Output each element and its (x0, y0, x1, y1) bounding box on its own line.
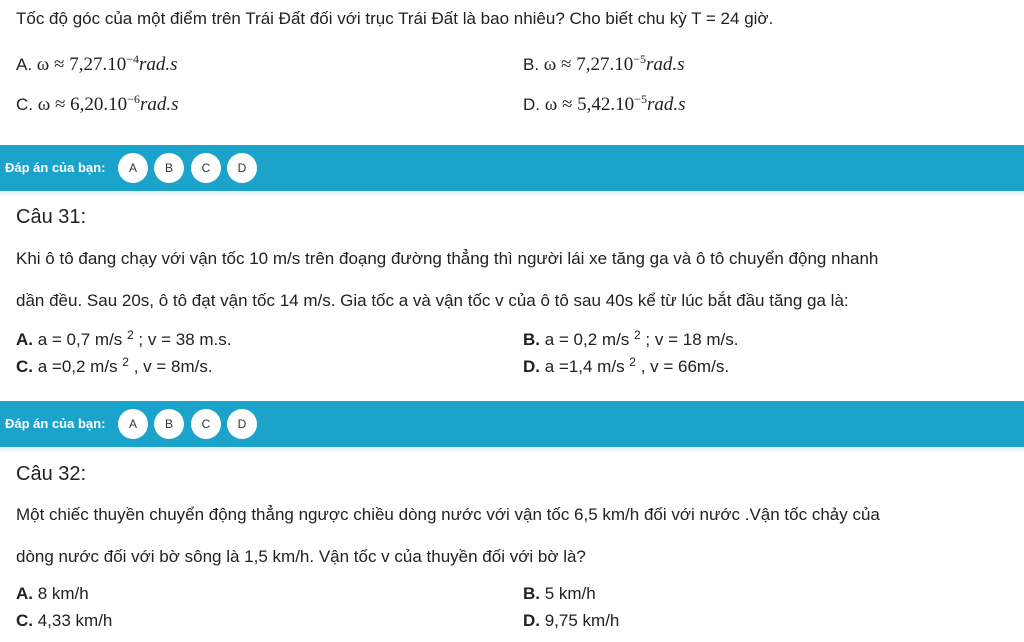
question-31-line-1: Khi ô tô đang chạy với vận tốc 10 m/s trên đoạng đường thẳng thì người lái xe tăng ga và ô tô chuyển động nhanh (16, 249, 879, 268)
divider (0, 447, 1024, 451)
q32-option-c: C. 4,33 km/h (16, 611, 113, 630)
answer-choice-b[interactable]: B (154, 153, 184, 183)
q31-option-b: B. a = 0,2 m/s $^2$ ; v = 18 m/s. (523, 328, 739, 349)
answer-choice-d[interactable]: D (227, 153, 257, 183)
answer-bar-30 (0, 145, 1024, 191)
answer-choice-d[interactable]: D (227, 409, 257, 439)
q32-option-b: B. 5 km/h (523, 584, 596, 603)
q30-option-c: C. $\omega \approx 6,20.10^{-6}rad.s$ (16, 92, 179, 115)
question-30-text: Tốc độ góc của một điểm trên Trái Đất đối với trục Trái Đất là bao nhiêu? Cho biết chu kỳ T = 24 giờ. (16, 9, 774, 28)
answer-choice-a[interactable]: A (118, 409, 148, 439)
question-32-line-1: Một chiếc thuyền chuyển động thẳng ngược chiều dòng nước với vận tốc 6,5 km/h đối với nước .Vận tốc chảy của (16, 505, 880, 524)
question-31-title: Câu 31: (16, 206, 87, 228)
answer-choice-c[interactable]: C (191, 409, 221, 439)
question-32-title: Câu 32: (16, 463, 87, 485)
answer-choice-c[interactable]: C (191, 153, 221, 183)
q30-option-a: A. $\omega \approx 7,27.10^{-4}rad.s$ (16, 52, 178, 75)
answer-choice-b[interactable]: B (154, 409, 184, 439)
q31-option-d: D. a =1,4 m/s $^2$ , v = 66m/s. (523, 355, 730, 376)
answer-bar-label: Đáp án của bạn: (5, 416, 106, 431)
q31-option-c: C. a =0,2 m/s $^2$ , v = 8m/s. (16, 355, 213, 376)
divider (0, 191, 1024, 195)
q30-option-b: B. $\omega \approx 7,27.10^{-5}rad.s$ (523, 52, 685, 75)
answer-bar-31 (0, 401, 1024, 447)
question-31-line-2: dần đều. Sau 20s, ô tô đạt vận tốc 14 m/s. Gia tốc a và vận tốc v của ô tô sau 40s kể từ lúc bắt đầu tăng ga là: (16, 291, 849, 310)
q31-option-a: A. a = 0,7 m/s $^2$ ; v = 38 m.s. (16, 328, 232, 349)
answer-choice-a[interactable]: A (118, 153, 148, 183)
answer-bar-label: Đáp án của bạn: (5, 160, 106, 175)
question-32-line-2: dòng nước đối với bờ sông là 1,5 km/h. Vận tốc v của thuyền đối với bờ là? (16, 547, 586, 566)
q30-option-d: D. $\omega \approx 5,42.10^{-5}rad.s$ (523, 92, 686, 115)
q32-option-a: A. 8 km/h (16, 584, 89, 603)
q32-option-d: D. 9,75 km/h (523, 611, 620, 630)
